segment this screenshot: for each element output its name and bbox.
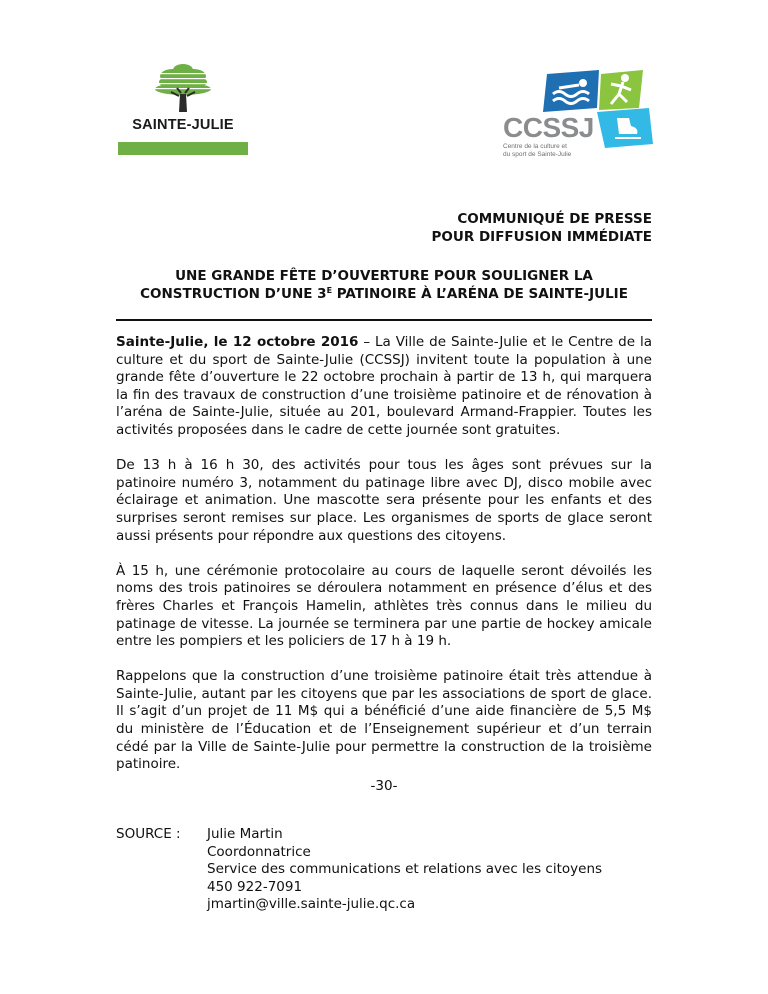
sainte-julie-logo (118, 62, 248, 157)
horizontal-rule (116, 319, 652, 321)
ccssj-tagline (503, 143, 613, 159)
paragraph-4: Rappelons que la construction d’une troisième patinoire était très attendue à Sainte-Julie, autant par les citoyens que par les associations de sport de glace. Il s’agit d’un projet de 11 M$ qui a bénéficié d’une aide financière de 5,5 M$ du ministère de l’Éducation et de l’Enseignement supérieur et d’un terrain cédé par la Ville de Sainte-Julie pour permettre la construction de la troisième patinoire. (116, 668, 652, 773)
paragraph-2: De 13 h à 16 h 30, des activités pour tous les âges sont prévues sur la patinoire numéro 3, notamment du patinage libre avec DJ, disco mobile avec éclairage et animation. Une mascotte sera présente pour les enfants et des surprises seront remises sur place. Les organismes de sports de glace seront aussi présents pour répondre aux questions des citoyens. (116, 457, 652, 544)
paragraph-1-text: – La Ville de Sainte-Julie et le Centre de la culture et du sport de Sainte-Julie (CCSSJ) invitent toute la population à une grande fête d’ouverture le 22 octobre prochain à partir de 13 h, qui marquera la fin des travaux de construction d’une troisième patinoire et de rénovation à l’aréna de Sainte-Julie, située au 201, boulevard Armand-Frappier. Toutes les activités proposées dans le cadre de cette journée sont gratuites. (116, 334, 652, 438)
headline-line2-start: CONSTRUCTION D’UNE 3 (140, 286, 327, 302)
contact-department: Service des communications et relations avec les citoyens (207, 861, 603, 878)
article-body (116, 334, 652, 791)
contact-email: jmartin@ville.sainte-julie.qc.ca (207, 896, 416, 913)
source-label: SOURCE : (116, 826, 181, 842)
contact-name: Julie Martin (207, 826, 283, 842)
paragraph-1 (116, 334, 652, 440)
headline-superscript: E (326, 286, 333, 295)
paragraph-3: À 15 h, une cérémonie protocolaire au cours de laquelle seront dévoilés les noms des trois patinoires se déroulera notamment en présence d’élus et des frères Charles et François Hamelin, athlètes très connus dans le milieu du patinage de vitesse. La journée se terminera par une partie de hockey amicale entre les pompiers et les policiers de 17 h à 19 h. (116, 562, 652, 650)
immediate-release-label: POUR DIFFUSION IMMÉDIATE (431, 229, 652, 245)
contact-phone: 450 922-7091 (207, 878, 303, 895)
contact-title: Coordonnatrice (207, 843, 311, 860)
headline (116, 267, 652, 303)
dateline: Sainte-Julie, le 12 octobre 2016 (116, 334, 359, 350)
press-release-header (432, 210, 652, 246)
ccssj-tagline-line1: Centre de la culture et (503, 143, 567, 150)
end-mark: -30- (370, 778, 398, 794)
contact-details (207, 826, 667, 914)
tree-logo-icon (153, 62, 213, 114)
ccssj-wordmark: CCSSJ (503, 112, 594, 143)
logo-green-bar (118, 142, 248, 155)
ccssj-logo (503, 68, 663, 168)
headline-line2 (116, 285, 652, 303)
sainte-julie-wordmark: SAINTE-JULIE (132, 117, 234, 133)
press-release-label: COMMUNIQUÉ DE PRESSE (457, 211, 652, 227)
headline-line2-end: PATINOIRE À L’ARÉNA DE SAINTE-JULIE (332, 286, 628, 302)
ccssj-tagline-line2: du sport de Sainte-Julie (503, 151, 572, 158)
headline-line1: UNE GRANDE FÊTE D’OUVERTURE POUR SOULIGNER LA (175, 268, 593, 284)
